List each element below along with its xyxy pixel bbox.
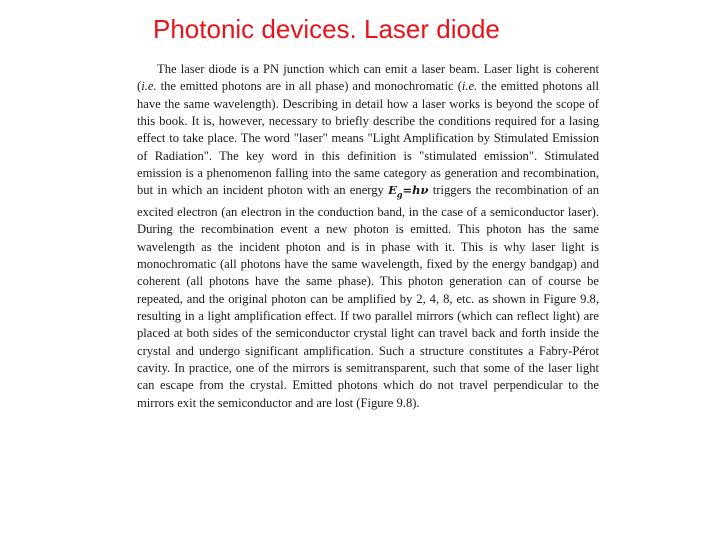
text-segment: triggers the recombination of an excited electron (an electron in the conduction band, in the case of a semiconductor laser). During the recombination event a new photon is emitted. This photon has the same wavelength as the incident photon and is in phase with it. This is why laser light is monochromatic (all photons have the same wavelength, fixed by the energy bandgap) and coherent (all photons have the same phase). This photon generation can of course be repeated, and the original photon can be amplified by 2, 4, 8, etc. as shown in Figure 9.8, resulting in a light amplification effect. If two parallel mirrors (which can reflect light) are placed at both sides of the semiconductor crystal light can travel back and forth inside the crystal and undergo significant amplification. Such a structure constitutes a Fabry-Pérot cavity. In practice, one of the mirrors is semitransparent, such that some of the laser light can escape from the crystal. Emitted photons which do not travel perpendicular to the mirrors exit the semiconductor and are lost (Figure 9.8).	[137, 183, 599, 410]
body-paragraph	[137, 61, 599, 412]
text-segment: the emitted photons all have the same wavelength). Describing in detail how a laser works is beyond the scope of this book. It is, however, necessary to briefly describe the conditions required for a lasing effect to take place. The word "laser" means "Light Amplification by Stimulated Emission of Radiation". The key word in this definition is "stimulated emission". Stimulated emission is a phenomenon falling into the same category as generation and recombination, but in which an incident photon with an energy	[137, 79, 599, 198]
document-excerpt	[137, 61, 599, 412]
formula-symbol: E	[388, 183, 397, 198]
text-segment: the emitted photons are in all phase) and monochromatic (	[156, 79, 462, 94]
energy-formula	[388, 183, 429, 200]
formula-expression: =hν	[402, 183, 429, 198]
text-segment: The laser diode is a PN junction which can emit a laser beam. Laser light is coherent (	[137, 62, 599, 94]
slide-title: Photonic devices. Laser diode	[153, 14, 500, 44]
italic-ie: i.e.	[461, 79, 478, 94]
formula-subscript: g	[396, 189, 403, 200]
italic-ie: i.e.	[141, 79, 157, 94]
